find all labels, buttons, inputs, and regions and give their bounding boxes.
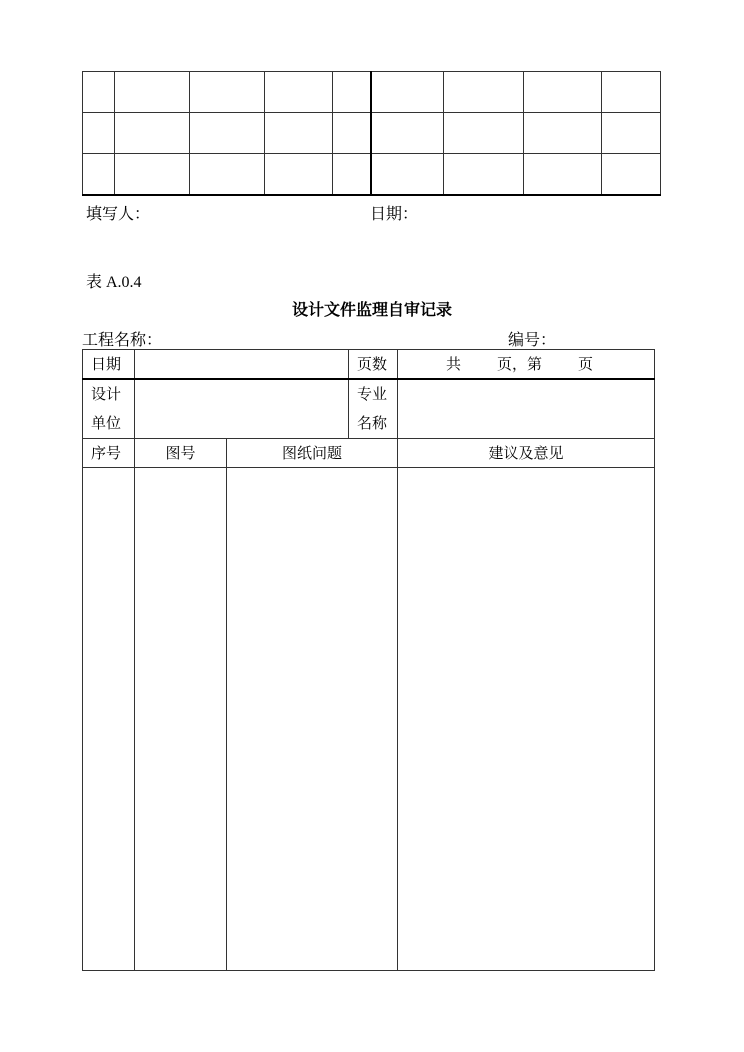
design-unit-label-line1: 设计 — [91, 384, 122, 403]
column-header-drawing-number: 图号 — [135, 438, 227, 467]
design-unit-header — [83, 379, 135, 439]
specialty-label-line1: 专业 — [357, 384, 388, 403]
table-row — [83, 113, 661, 154]
design-review-record-table — [82, 349, 655, 971]
table-row — [83, 154, 661, 196]
date-row — [83, 350, 655, 379]
page-total-prefix: 共 — [446, 355, 462, 374]
column-header-drawing-issues: 图纸问题 — [227, 438, 398, 467]
page-current-suffix: 页 — [578, 355, 594, 374]
specialty-value-cell[interactable] — [398, 379, 655, 439]
design-unit-label-line2: 单位 — [91, 413, 122, 432]
previous-table-grid — [82, 71, 661, 196]
column-header-serial: 序号 — [83, 438, 135, 467]
specialty-header — [349, 379, 398, 439]
design-unit-value-cell[interactable] — [135, 379, 349, 439]
drawing-issues-body-cell[interactable] — [227, 467, 398, 970]
drawing-number-body-cell[interactable] — [135, 467, 227, 970]
form-title: 设计文件监理自审记录 — [291, 300, 452, 319]
column-header-suggestions: 建议及意见 — [398, 438, 655, 467]
column-header-row — [83, 438, 655, 467]
specialty-label-line2: 名称 — [357, 413, 388, 432]
date-header: 日期 — [83, 350, 135, 379]
table-number: 表 A.0.4 — [86, 274, 142, 291]
filler-label: 填写人： — [86, 204, 151, 223]
serial-body-cell[interactable] — [83, 467, 135, 970]
page-total-suffix: 页，第 — [497, 355, 543, 374]
page-count-cell[interactable] — [398, 350, 655, 379]
design-unit-row — [83, 379, 655, 439]
serial-number-label: 编号： — [508, 330, 557, 349]
table-row — [83, 467, 655, 970]
date-label: 日期： — [370, 204, 419, 223]
table-row — [83, 72, 661, 113]
date-value-cell[interactable] — [135, 350, 349, 379]
suggestions-body-cell[interactable] — [398, 467, 655, 970]
project-name-label: 工程名称： — [82, 330, 163, 349]
page-count-header: 页数 — [349, 350, 398, 379]
